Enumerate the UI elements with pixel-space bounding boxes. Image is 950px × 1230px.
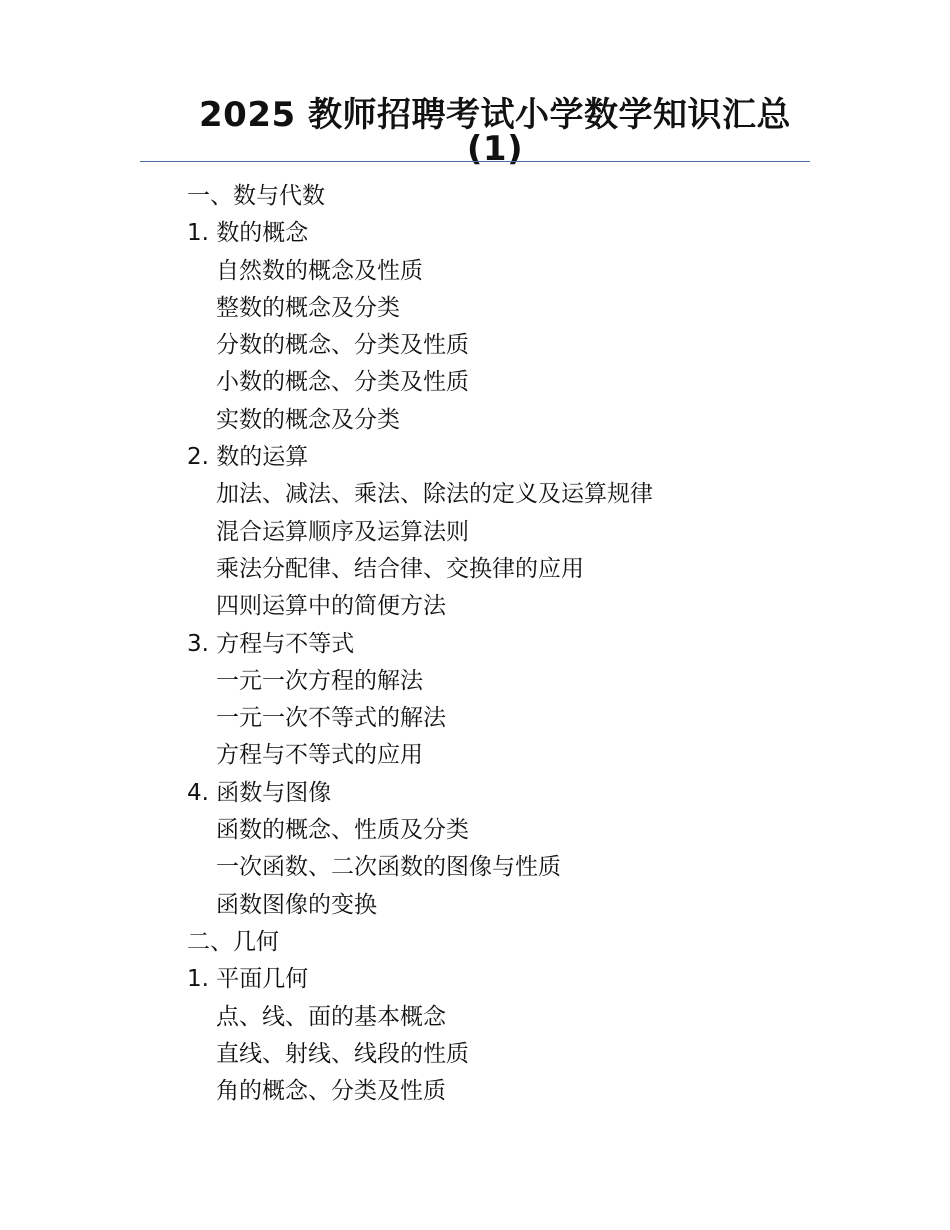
- outline-subitem: 角的概念、分类及性质: [216, 1078, 446, 1105]
- outline-subitem: 整数的概念及分类: [216, 294, 400, 321]
- title-line-sub: (1): [466, 129, 524, 169]
- outline-list: [187, 178, 827, 1110]
- outline-subitem: 实数的概念及分类: [216, 406, 400, 433]
- outline-subitem: 一元一次不等式的解法: [216, 705, 446, 732]
- outline-heading: 2. 数的运算: [187, 444, 309, 471]
- outline-subitem: 函数的概念、性质及分类: [216, 817, 469, 844]
- outline-subitem: 混合运算顺序及运算法则: [216, 518, 469, 545]
- outline-heading: 3. 方程与不等式: [187, 630, 355, 657]
- outline-subitem: 点、线、面的基本概念: [216, 1003, 446, 1030]
- outline-subitem: 加法、减法、乘法、除法的定义及运算规律: [216, 481, 653, 508]
- outline-subitem: 乘法分配律、结合律、交换律的应用: [216, 555, 584, 582]
- title-divider: [140, 161, 810, 162]
- outline-heading: 1. 数的概念: [187, 220, 309, 247]
- document-title: [140, 95, 850, 169]
- title-line-main: 2025 教师招聘考试小学数学知识汇总: [199, 95, 791, 135]
- outline-subitem: 方程与不等式的应用: [216, 742, 423, 769]
- outline-subitem: 直线、射线、线段的性质: [216, 1040, 469, 1067]
- outline-subitem: 一次函数、二次函数的图像与性质: [216, 854, 561, 881]
- outline-heading: 1. 平面几何: [187, 966, 309, 993]
- outline-heading: 一、数与代数: [187, 183, 325, 209]
- outline-subitem: 四则运算中的简便方法: [216, 593, 446, 620]
- outline-subitem: 自然数的概念及性质: [216, 257, 423, 284]
- outline-subitem: 函数图像的变换: [216, 891, 377, 918]
- outline-heading: 4. 函数与图像: [187, 779, 332, 806]
- outline-subitem: 一元一次方程的解法: [216, 667, 423, 694]
- outline-heading: 二、几何: [187, 928, 279, 955]
- outline-subitem: 分数的概念、分类及性质: [216, 332, 469, 359]
- outline-subitem: 小数的概念、分类及性质: [216, 369, 469, 396]
